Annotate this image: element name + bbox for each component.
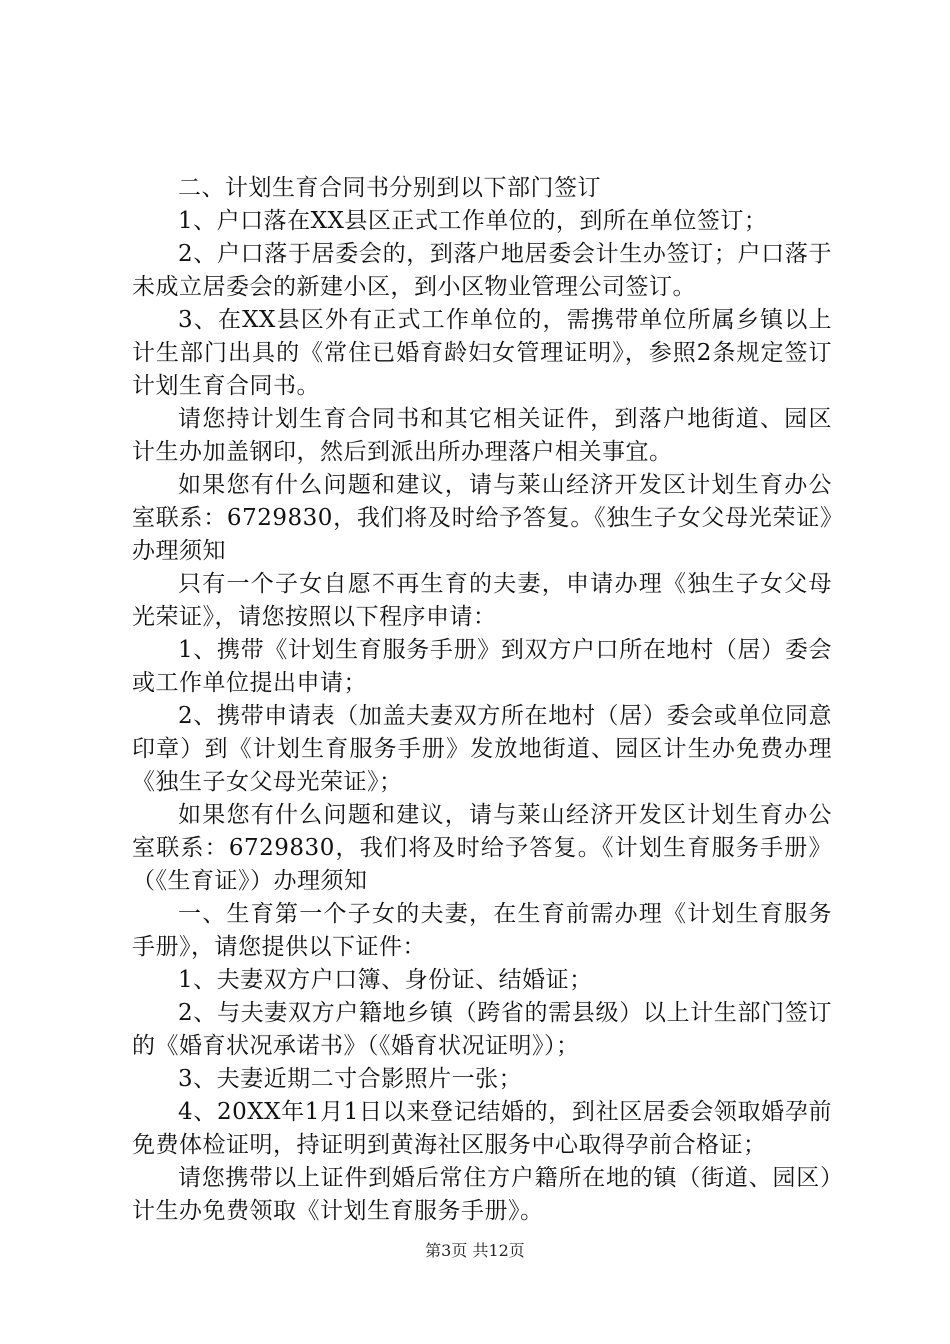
paragraph-document-2: 2、与夫妻双方户籍地乡镇（跨省的需县级）以上计生部门签订的《婚育状况承诺书》（《婚育状况证明》）； [132,1000,832,1059]
paragraph-first-child: 一、生育第一个子女的夫妻，在生育前需办理《计划生育服务手册》，请您提供以下证件： [132,901,832,960]
paragraph-item-1: 1、户口落在XX县区正式工作单位的，到所在单位签订； [178,208,768,234]
paragraph-contact-1: 如果您有什么问题和建议，请与莱山经济开发区计划生育办公室联系：6729830，我们将及时给予答复。《独生子女父母光荣证》办理须知 [132,472,832,564]
paragraph-only-child-step-1: 1、携带《计划生育服务手册》到双方户口所在地村（居）委会或工作单位提出申请； [132,637,832,696]
paragraph-contact-2: 如果您有什么问题和建议，请与莱山经济开发区计划生育办公室联系：6729830，我们将及时给予答复。《计划生育服务手册》（《生育证》）办理须知 [132,802,832,894]
paragraph-document-4: 4、20XX年1月1日以来登记结婚的，到社区居委会领取婚孕前免费体检证明，持证明到黄海社区服务中心取得孕前合格证； [132,1099,832,1158]
paragraph-only-child-step-2: 2、携带申请表（加盖夫妻双方所在地村（居）委会或单位同意印章）到《计划生育服务手册》发放地街道、园区计生办免费办理《独生子女父母光荣证》； [132,703,832,795]
paragraph-only-child: 只有一个子女自愿不再生育的夫妻，申请办理《独生子女父母光荣证》，请您按照以下程序申请： [132,571,832,630]
paragraph-item-2: 2、户口落于居委会的，到落户地居委会计生办签订；户口落于未成立居委会的新建小区，到小区物业管理公司签订。 [132,241,832,300]
paragraph-item-3: 3、在XX县区外有正式工作单位的，需携带单位所属乡镇以上计生部门出具的《常住已婚育龄妇女管理证明》，参照2条规定签订计划生育合同书。 [132,307,832,399]
document-body [132,172,832,1228]
paragraph-closing: 请您携带以上证件到婚后常住方户籍所在地的镇（街道、园区）计生办免费领取《计划生育服务手册》。 [132,1165,832,1224]
paragraph-instruction: 请您持计划生育合同书和其它相关证件，到落户地街道、园区计生办加盖钢印，然后到派出所办理落户相关事宜。 [132,406,832,465]
paragraph-document-3: 3、夫妻近期二寸合影照片一张； [178,1066,523,1092]
paragraph-document-1: 1、夫妻双方户口簿、身份证、结婚证； [178,967,593,993]
heading-contract-signing: 二、计划生育合同书分别到以下部门签订 [178,175,601,201]
page-number-footer: 第3页 共12页 [425,1241,525,1260]
